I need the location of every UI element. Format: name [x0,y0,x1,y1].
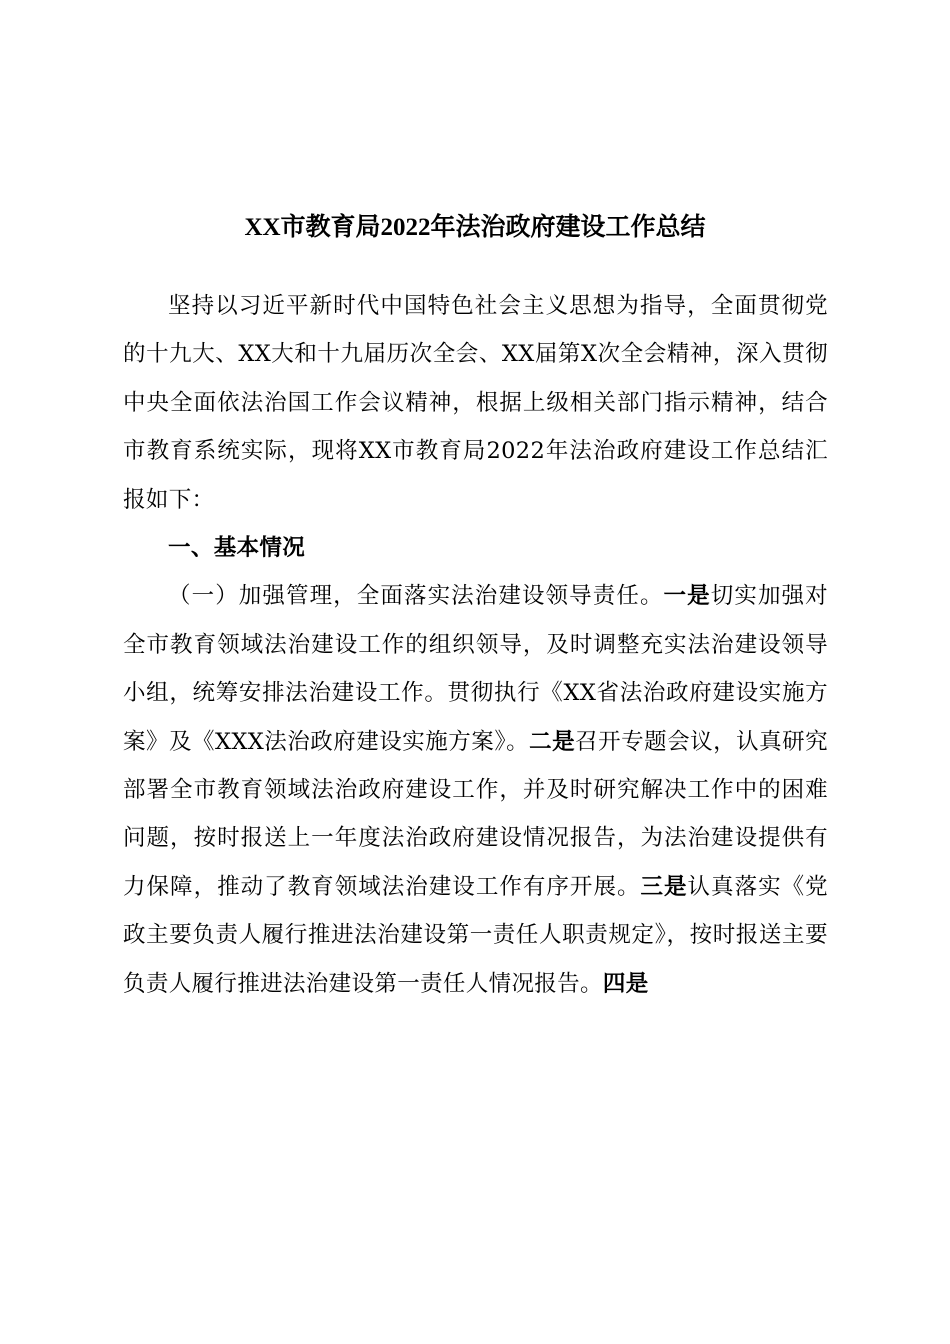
point-marker-1: 一是 [663,583,711,610]
intro-paragraph: 坚持以习近平新时代中国特色社会主义思想为指导，全面贯彻党的十九大、XX大和十九届历次全会、XX届第X次全会精神，深入贯彻中央全面依法治国工作会议精神，根据上级相关部门指示精神，结合市教育系统实际，现将XX市教育局2022年法治政府建设工作总结汇报如下： [123,293,828,513]
point-marker-4: 四是 [602,970,649,997]
point-text-1: 切实加强对全市教育领域法治建设工作的组织领导，及时调整充实法治建设领导小组，统筹安排法治建设工作。贯彻执行《XX省法治政府建设实施方案》及《XXX法治政府建设实施方案》。 [123,583,828,755]
point-marker-2: 二是 [529,728,576,755]
point-marker-3: 三是 [640,873,688,900]
point-text-2: 召开专题会议，认真研究部署全市教育领域法治政府建设工作，并及时研究解决工作中的困难问题，按时报送上一年度法治政府建设情况报告，为法治建设提供有力保障，推动了教育领域法治建设工作有序开展。 [123,728,828,900]
section-heading-basic-situation: 一、基本情况 [168,535,306,562]
subsection-1-lead: （一）加强管理，全面落实法治建设领导责任。 [168,583,664,610]
point-text-3: 认真落实《党政主要负责人履行推进法治建设第一责任人职责规定》，按时报送主要负责人履行推进法治建设第一责任人情况报告。 [123,873,828,997]
document-body [123,282,828,1008]
subsection-1-paragraph [123,572,828,1008]
document-title: XX市教育局2022年法治政府建设工作总结 [244,214,706,241]
